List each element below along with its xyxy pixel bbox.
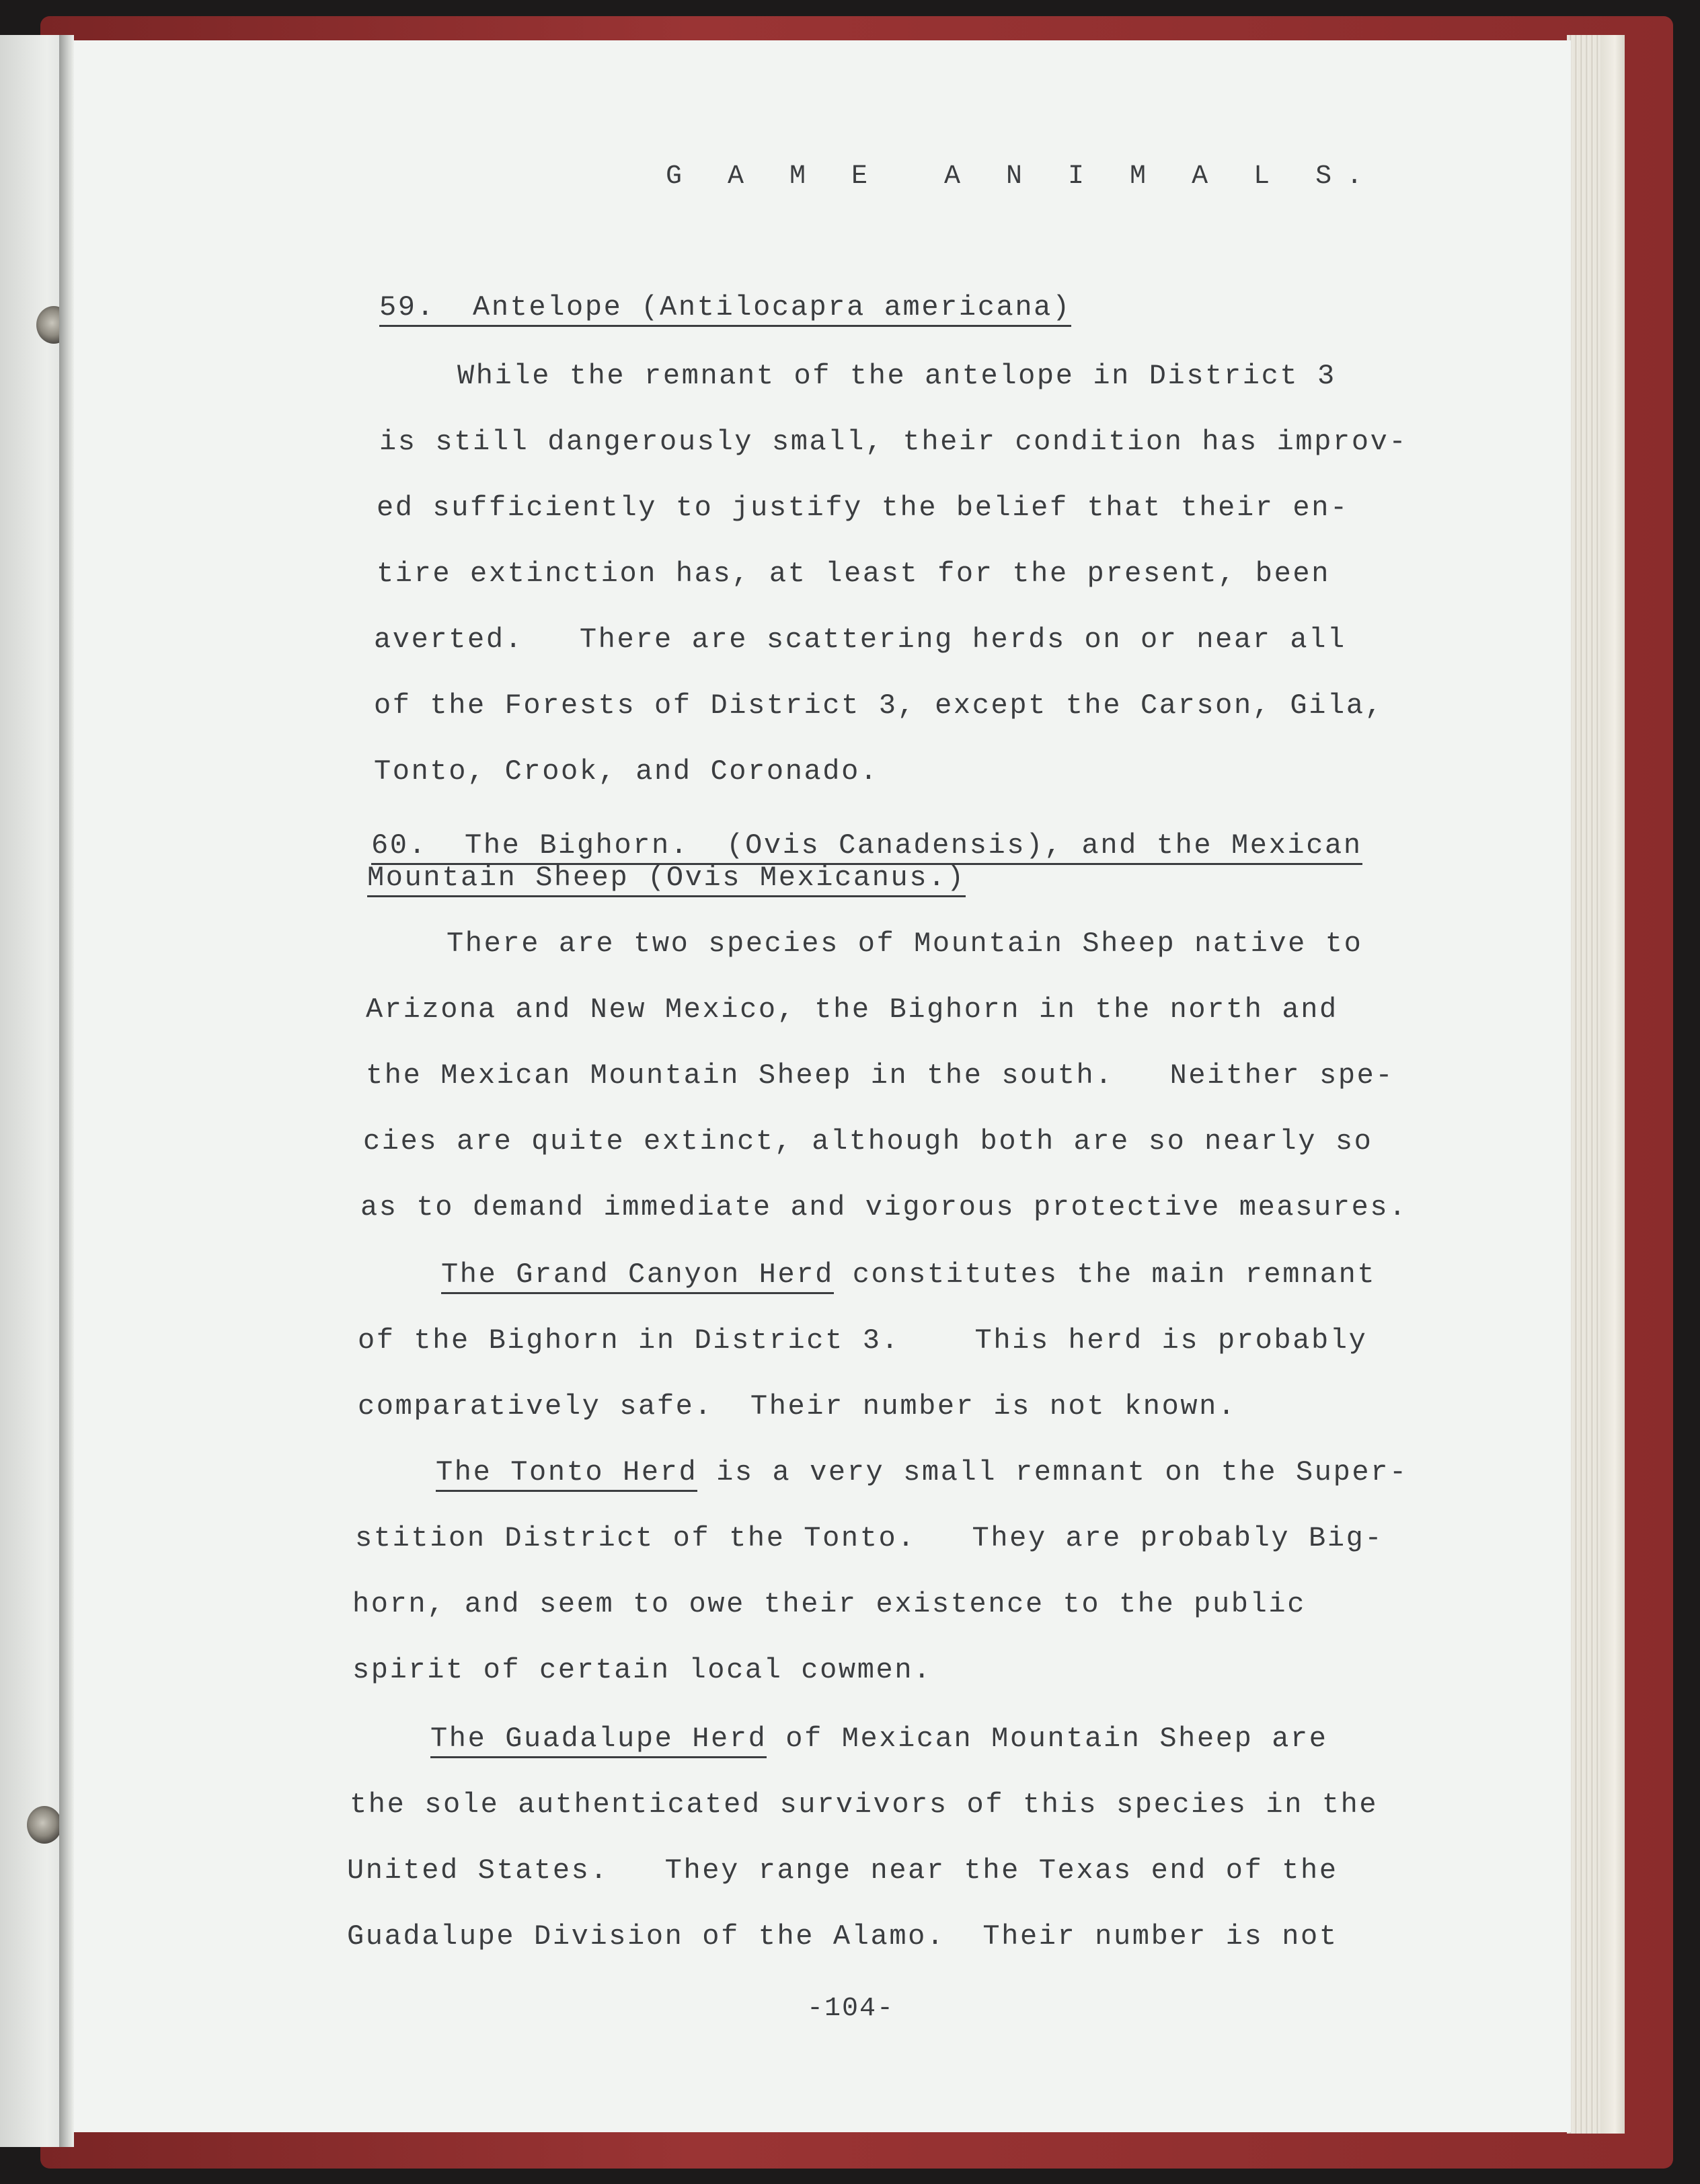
section-59-heading [379, 291, 1071, 324]
paragraph-line: of the Forests of District 3, except the Carson, Gila, [374, 689, 1384, 722]
paragraph-line: spirit of certain local cowmen. [352, 1654, 932, 1686]
grand-canyon-paragraph-first-line [441, 1258, 1376, 1291]
paragraph-line: There are two species of Mountain Sheep native to [447, 928, 1363, 960]
section-60-heading-text-1: 60. The Bighorn. (Ovis Canadensis), and the Mexican [371, 829, 1362, 865]
page-title: G A M E A N I M A L S. [666, 161, 1378, 192]
paragraph-line: stition District of the Tonto. They are probably Big- [355, 1522, 1384, 1554]
tonto-paragraph-first-line [436, 1456, 1408, 1489]
paragraph-line: cies are quite extinct, although both are so nearly so [363, 1125, 1373, 1158]
binder-hole-bottom [27, 1806, 62, 1844]
book-gutter [59, 35, 74, 2147]
paragraph-line: horn, and seem to owe their existence to the public [352, 1588, 1307, 1620]
paragraph-line: ed sufficiently to justify the belief that their en- [377, 492, 1349, 524]
paragraph-line: United States. They range near the Texas end of the [347, 1854, 1338, 1887]
section-60-heading-line-1 [371, 829, 1362, 862]
paragraph-line: the sole authenticated survivors of this species in the [350, 1788, 1379, 1821]
page-number: -104- [807, 1994, 895, 2024]
section-59-heading-text: 59. Antelope (Antilocapra americana) [379, 291, 1071, 327]
section-60-heading-line-2 [367, 861, 966, 895]
paragraph-line: as to demand immediate and vigorous protective measures. [360, 1191, 1408, 1223]
paragraph-line: Arizona and New Mexico, the Bighorn in the north and [366, 993, 1338, 1026]
grand-canyon-line-rest: constitutes the main remnant [833, 1258, 1377, 1291]
document-page [70, 40, 1571, 2132]
paragraph-line: tire extinction has, at least for the present, been [377, 558, 1331, 590]
paragraph-line: of the Bighorn in District 3. This herd is probably [358, 1324, 1368, 1357]
paragraph-line: the Mexican Mountain Sheep in the south. Neither spe- [366, 1059, 1395, 1092]
grand-canyon-herd-name: The Grand Canyon Herd [441, 1258, 834, 1294]
paragraph-line: Guadalupe Division of the Alamo. Their number is not [347, 1920, 1338, 1953]
paragraph-line: Tonto, Crook, and Coronado. [374, 755, 879, 788]
paragraph-line: While the remnant of the antelope in District 3 [457, 360, 1336, 392]
guadalupe-herd-name: The Guadalupe Herd [430, 1723, 767, 1758]
guadalupe-paragraph-first-line [430, 1722, 1328, 1756]
section-60-heading-text-2: Mountain Sheep (Ovis Mexicanus.) [367, 862, 966, 897]
paragraph-line: averted. There are scattering herds on or near all [374, 624, 1346, 656]
paragraph-line: is still dangerously small, their condition has improv- [379, 426, 1408, 458]
paragraph-line: comparatively safe. Their number is not known. [358, 1390, 1237, 1423]
guadalupe-line-rest: of Mexican Mountain Sheep are [767, 1723, 1328, 1755]
page-stack-strip [1600, 35, 1625, 2134]
tonto-line-rest: is a very small remnant on the Super- [697, 1456, 1408, 1489]
tonto-herd-name: The Tonto Herd [436, 1456, 697, 1492]
